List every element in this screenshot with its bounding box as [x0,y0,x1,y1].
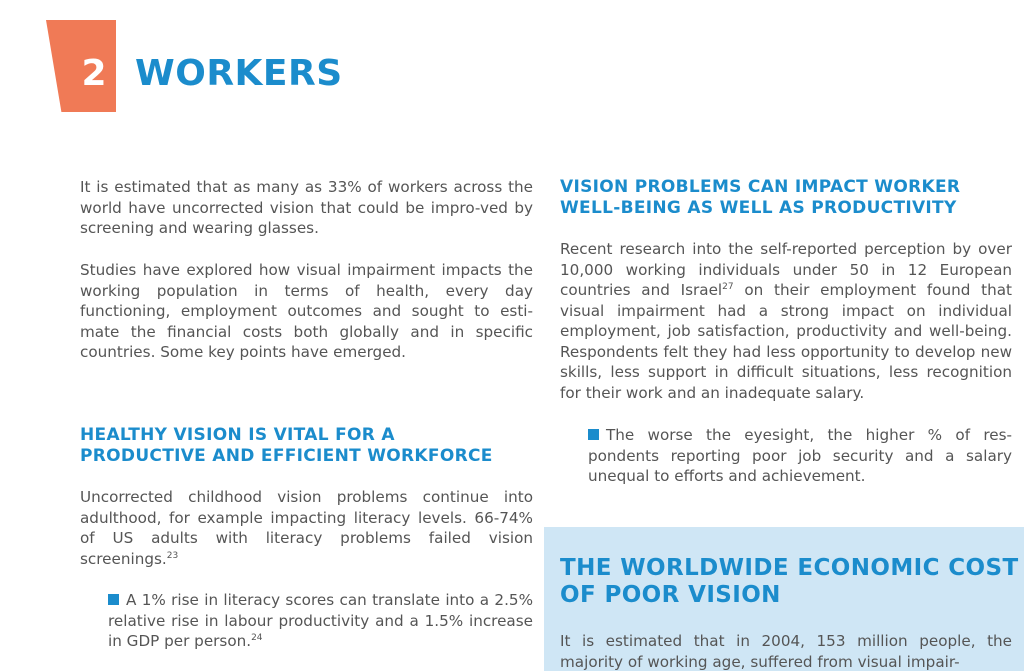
literacy-text: Uncorrected childhood vision problems continue into adulthood, for example impacting literacy levels. 66-74% of US adults with literacy problems failed vision screenings. [80,488,533,568]
economic-cost-paragraph: It is estimated that in 2004, 153 million people, the majority of working age, suffered from visual impair- [560,632,1012,671]
literacy-paragraph [80,487,533,569]
footnote-ref-23: 23 [166,550,179,561]
bullet-eyesight [588,425,1012,487]
bullet-literacy-text: A 1% rise in literacy scores can translate into a 2.5% relative rise in labour productivity and a 1.5% increase in GDP per person. [108,591,533,650]
bullet-eyesight-text: The worse the eyesight, the higher % of res-pondents reporting poor job security and a salary unequal to efforts and achievement. [588,426,1012,485]
research-text-end: on their employment found that visual impairment had a strong impact on individual employment, job satisfaction, productivity and well-being. Respondents felt they had less opportunity to develop new skills, less support in difficult situations, less recognition for their work and an inadequate salary. [560,281,1012,402]
heading-line-1: HEALTHY VISION IS VITAL FOR A [80,425,395,445]
intro-paragraph-1: It is estimated that as many as 33% of workers across the world have uncorrected vision that could be impro-ved by screening and wearing glasses. [80,178,533,237]
bullet-square-icon [108,594,119,605]
heading-line-1: THE WORLDWIDE ECONOMIC COST [560,555,1019,581]
bullet-square-icon [588,429,599,440]
chapter-title: WORKERS [135,53,343,94]
section-heading-healthy-vision [80,425,550,466]
section-heading-economic-cost [560,555,1020,609]
heading-line-2: OF POOR VISION [560,582,781,608]
section-heading-vision-problems [560,177,1020,218]
footnote-ref-27: 27 [722,282,734,292]
research-paragraph [560,239,1012,403]
research-text-start: Recent research into the self-reported perception by over 10,000 working individuals under 50 in 12 European countries and Israel [560,240,1012,299]
footnote-ref-24: 24 [251,633,263,643]
heading-line-1: VISION PROBLEMS CAN IMPACT WORKER [560,177,961,197]
heading-line-2: PRODUCTIVE AND EFFICIENT WORKFORCE [80,445,493,466]
heading-line-2: WELL-BEING AS WELL AS PRODUCTIVITY [560,197,957,218]
bullet-literacy [108,590,533,652]
chapter-number: 2 [81,53,107,94]
intro-paragraph-2: Studies have explored how visual impairment impacts the working population in terms of health, every day functioning, employment outcomes and sought to esti-mate the financial costs both globally and in specific countries. Some key points have emerged. [80,261,533,361]
